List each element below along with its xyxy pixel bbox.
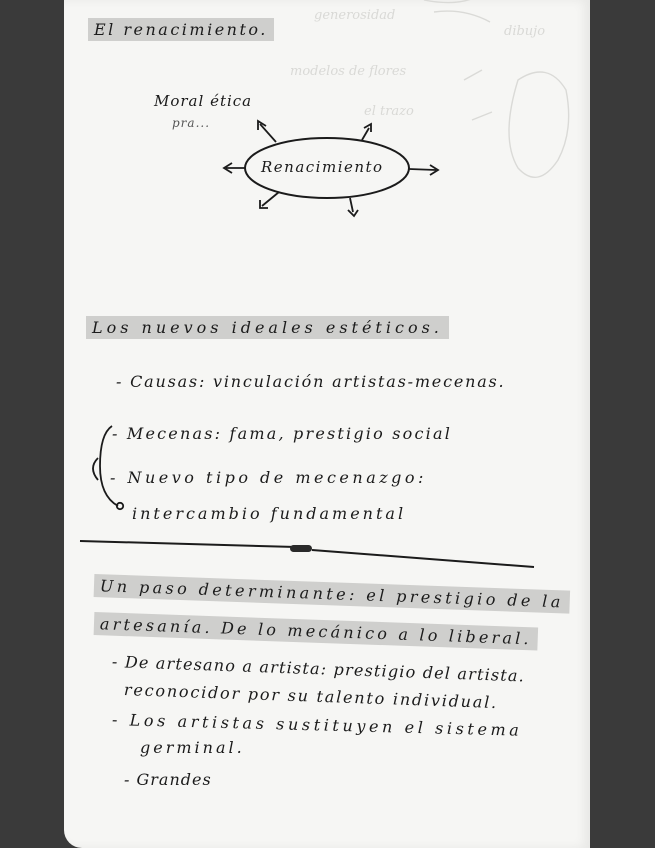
- list-item: - De artesano a artista: prestigio del artista.: [111, 652, 526, 686]
- list-item: intercambio fundamental: [132, 504, 407, 523]
- bleed-through-text: modelos de flores: [290, 64, 407, 79]
- bleed-through-text: el trazo: [364, 104, 414, 119]
- list-item: germinal.: [140, 738, 245, 757]
- list-item: - Grandes: [124, 770, 212, 789]
- mind-map-label-moral: Moral ética: [154, 92, 253, 110]
- list-item: - Nuevo tipo de mecenazgo:: [110, 468, 427, 487]
- list-item: reconocidor por su talento individual.: [123, 680, 499, 713]
- mind-map-label-pra: pra...: [172, 116, 211, 130]
- heading-el-renacimiento: El renacimiento.: [88, 18, 274, 41]
- heading-nuevos-ideales: Los nuevos ideales estéticos.: [86, 316, 449, 339]
- heading-paso-determinante-line2: artesanía. De lo mecánico a lo liberal.: [94, 612, 539, 650]
- notebook-page: [64, 0, 590, 848]
- heading-paso-determinante: Un paso determinante: el prestigio de la: [94, 574, 570, 614]
- bleed-through-text: dibujo: [504, 24, 546, 39]
- list-item: - Mecenas: fama, prestigio social: [112, 424, 453, 443]
- list-item: - Los artistas sustituyen el sistema: [111, 710, 523, 740]
- bleed-through-text: generosidad: [314, 8, 396, 23]
- bleed-through-sketch: [424, 0, 569, 177]
- section-divider: [80, 541, 534, 567]
- list-item: - Causas: vinculación artistas-mecenas.: [116, 372, 506, 391]
- mind-map-center-label: Renacimiento: [261, 158, 384, 176]
